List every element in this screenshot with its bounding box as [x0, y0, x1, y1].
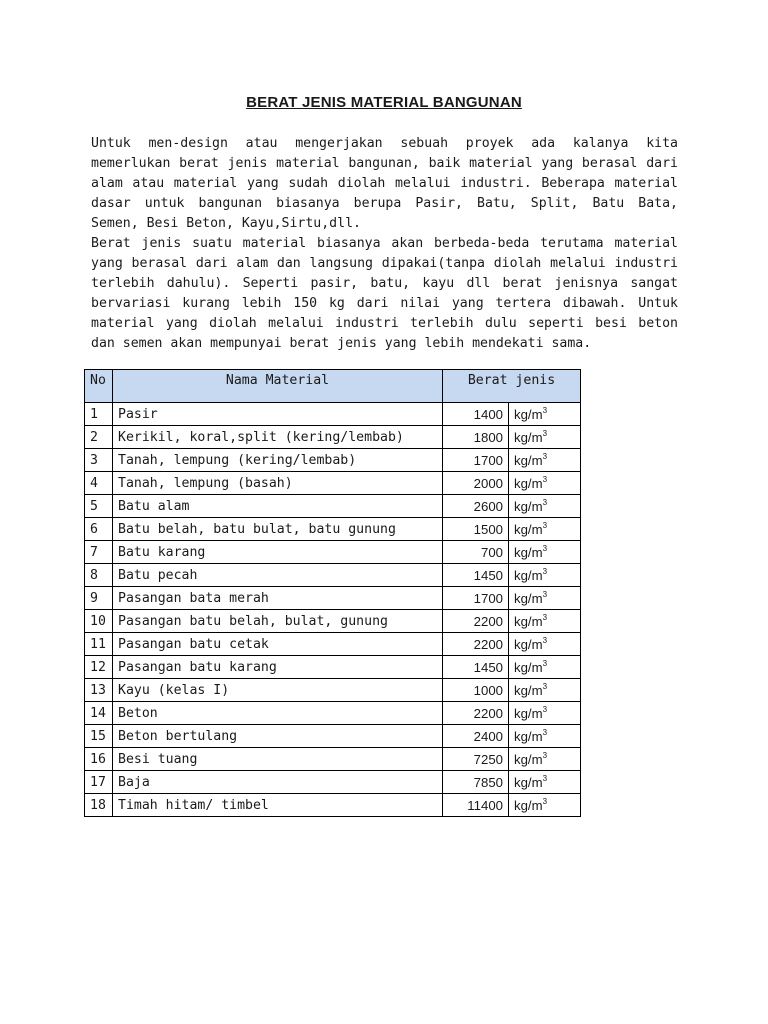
table-row [85, 426, 581, 449]
unit-base: kg/m [514, 452, 543, 468]
material-name: Besi tuang [113, 748, 443, 771]
density-value: 2600 [443, 495, 509, 518]
row-number: 8 [85, 564, 113, 587]
unit-base: kg/m [514, 659, 543, 675]
row-number: 6 [85, 518, 113, 541]
table-row [85, 748, 581, 771]
material-name: Tanah, lempung (basah) [113, 472, 443, 495]
unit-base: kg/m [514, 613, 543, 629]
table-row [85, 794, 581, 817]
unit-exponent: 3 [542, 589, 548, 599]
table-row [85, 403, 581, 426]
unit-exponent: 3 [542, 474, 548, 484]
header-no: No [85, 370, 113, 403]
density-unit [509, 679, 581, 702]
density-value: 1450 [443, 656, 509, 679]
unit-base: kg/m [514, 498, 543, 514]
unit-exponent: 3 [542, 704, 548, 714]
density-unit [509, 449, 581, 472]
table-row [85, 541, 581, 564]
row-number: 3 [85, 449, 113, 472]
row-number: 10 [85, 610, 113, 633]
material-name: Batu karang [113, 541, 443, 564]
unit-base: kg/m [514, 429, 543, 445]
density-unit [509, 403, 581, 426]
unit-base: kg/m [514, 406, 543, 422]
row-number: 18 [85, 794, 113, 817]
density-unit [509, 771, 581, 794]
unit-exponent: 3 [542, 796, 548, 806]
material-name: Kerikil, koral,split (kering/lembab) [113, 426, 443, 449]
unit-exponent: 3 [542, 520, 548, 530]
density-value: 1700 [443, 449, 509, 472]
table-row [85, 495, 581, 518]
unit-base: kg/m [514, 475, 543, 491]
table-row [85, 702, 581, 725]
density-value: 11400 [443, 794, 509, 817]
density-value: 2200 [443, 633, 509, 656]
density-value: 1500 [443, 518, 509, 541]
table-row [85, 725, 581, 748]
density-value: 7250 [443, 748, 509, 771]
table-row [85, 771, 581, 794]
unit-base: kg/m [514, 590, 543, 606]
unit-exponent: 3 [542, 612, 548, 622]
density-unit [509, 794, 581, 817]
unit-base: kg/m [514, 797, 543, 813]
unit-base: kg/m [514, 521, 543, 537]
unit-base: kg/m [514, 567, 543, 583]
material-name: Batu alam [113, 495, 443, 518]
unit-base: kg/m [514, 751, 543, 767]
density-value: 2000 [443, 472, 509, 495]
table-row [85, 564, 581, 587]
unit-exponent: 3 [542, 405, 548, 415]
row-number: 13 [85, 679, 113, 702]
density-unit [509, 748, 581, 771]
row-number: 7 [85, 541, 113, 564]
density-unit [509, 587, 581, 610]
row-number: 12 [85, 656, 113, 679]
row-number: 17 [85, 771, 113, 794]
table-row [85, 679, 581, 702]
row-number: 14 [85, 702, 113, 725]
density-value: 2200 [443, 610, 509, 633]
material-name: Batu belah, batu bulat, batu gunung [113, 518, 443, 541]
unit-exponent: 3 [542, 451, 548, 461]
material-name: Pasangan batu cetak [113, 633, 443, 656]
density-unit [509, 564, 581, 587]
unit-base: kg/m [514, 682, 543, 698]
table-row [85, 656, 581, 679]
description-paragraph: Berat jenis suatu material biasanya akan berbeda-beda terutama material yang berasal dari alam dan langsung dipakai(tanpa diolah melalui industri terlebih dahulu). Seperti pasir, batu, kayu dll berat jenisnya sangat bervariasi kurang lebih 150 kg dari nilai yang tertera dibawah. Untuk material yang diolah melalui industri terlebih dulu seperti besi beton dan semen akan mempunyai berat jenis yang lebih mendekati sama. [91, 236, 678, 351]
header-density: Berat jenis [443, 370, 581, 403]
unit-base: kg/m [514, 705, 543, 721]
density-unit [509, 472, 581, 495]
material-name: Kayu (kelas I) [113, 679, 443, 702]
density-value: 1700 [443, 587, 509, 610]
material-name: Pasangan batu belah, bulat, gunung [113, 610, 443, 633]
density-value: 1400 [443, 403, 509, 426]
density-value: 700 [443, 541, 509, 564]
material-name: Pasangan batu karang [113, 656, 443, 679]
row-number: 15 [85, 725, 113, 748]
density-unit [509, 518, 581, 541]
material-name: Tanah, lempung (kering/lembab) [113, 449, 443, 472]
material-name: Pasangan bata merah [113, 587, 443, 610]
table-row [85, 633, 581, 656]
material-name: Beton bertulang [113, 725, 443, 748]
row-number: 5 [85, 495, 113, 518]
unit-base: kg/m [514, 774, 543, 790]
row-number: 11 [85, 633, 113, 656]
row-number: 9 [85, 587, 113, 610]
header-material-name: Nama Material [113, 370, 443, 403]
density-unit [509, 541, 581, 564]
unit-base: kg/m [514, 636, 543, 652]
unit-exponent: 3 [542, 773, 548, 783]
density-unit [509, 610, 581, 633]
density-value: 2400 [443, 725, 509, 748]
density-value: 2200 [443, 702, 509, 725]
unit-exponent: 3 [542, 566, 548, 576]
density-value: 1450 [443, 564, 509, 587]
unit-exponent: 3 [542, 635, 548, 645]
material-name: Pasir [113, 403, 443, 426]
material-density-table [84, 369, 581, 817]
table-row [85, 610, 581, 633]
density-unit [509, 702, 581, 725]
unit-exponent: 3 [542, 543, 548, 553]
table-row [85, 472, 581, 495]
table-row [85, 587, 581, 610]
density-value: 1000 [443, 679, 509, 702]
density-value: 1800 [443, 426, 509, 449]
table-row [85, 449, 581, 472]
row-number: 16 [85, 748, 113, 771]
table-row [85, 518, 581, 541]
intro-paragraph: Untuk men-design atau mengerjakan sebuah proyek ada kalanya kita memerlukan berat jenis material bangunan, baik material yang berasal dari alam atau material yang sudah diolah melalui industri. Beberapa material dasar untuk bangunan biasanya berupa Pasir, Batu, Split, Batu Bata, Semen, Besi Beton, Kayu,Sirtu,dll. [91, 136, 678, 231]
row-number: 4 [85, 472, 113, 495]
unit-exponent: 3 [542, 727, 548, 737]
density-unit [509, 426, 581, 449]
density-value: 7850 [443, 771, 509, 794]
unit-exponent: 3 [542, 658, 548, 668]
document-title: BERAT JENIS MATERIAL BANGUNAN [246, 94, 522, 111]
row-number: 2 [85, 426, 113, 449]
row-number: 1 [85, 403, 113, 426]
density-unit [509, 633, 581, 656]
material-name: Beton [113, 702, 443, 725]
unit-exponent: 3 [542, 681, 548, 691]
density-unit [509, 495, 581, 518]
density-unit [509, 656, 581, 679]
density-unit [509, 725, 581, 748]
unit-exponent: 3 [542, 750, 548, 760]
material-name: Baja [113, 771, 443, 794]
material-name: Batu pecah [113, 564, 443, 587]
unit-base: kg/m [514, 728, 543, 744]
material-name: Timah hitam/ timbel [113, 794, 443, 817]
unit-exponent: 3 [542, 428, 548, 438]
unit-base: kg/m [514, 544, 543, 560]
table-header-row [85, 370, 581, 403]
unit-exponent: 3 [542, 497, 548, 507]
